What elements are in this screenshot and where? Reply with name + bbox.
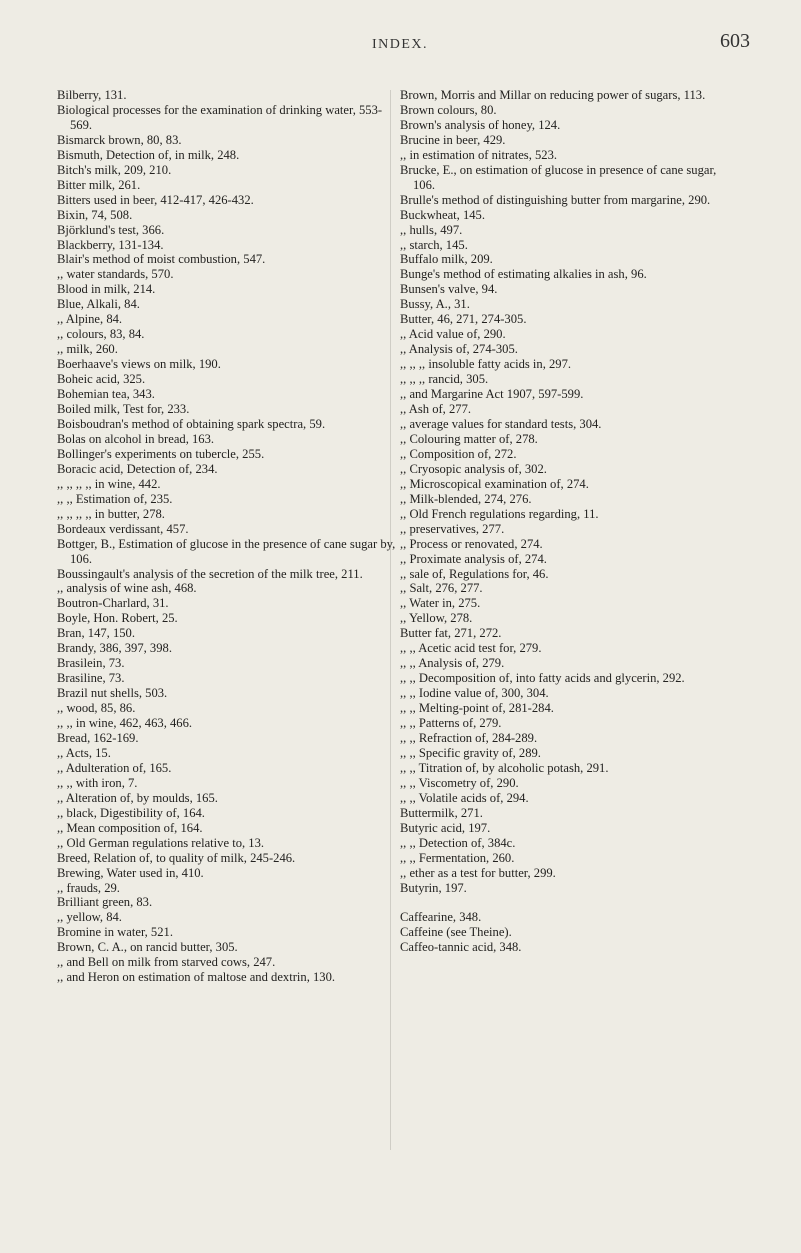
index-entry: ,, Microscopical examination of, 274. [400, 476, 589, 491]
index-column-right [400, 88, 728, 955]
index-entry: Bromine in water, 521. [57, 925, 173, 940]
index-entry: ,, Cryosopic analysis of, 302. [400, 461, 547, 476]
index-entry: Brown colours, 80. [400, 102, 497, 117]
index-entry: Boiled milk, Test for, 233. [57, 402, 190, 417]
index-entry: ,, ,, Fermentation, 260. [400, 850, 515, 865]
index-entry: ,, ,, Titration of, by alcoholic potash, 291. [400, 760, 609, 775]
index-entry: Brewing, Water used in, 410. [57, 865, 204, 880]
index-entry: ,, Old French regulations regarding, 11. [400, 506, 599, 521]
index-entry: ,, ,, ,, rancid, 305. [400, 372, 489, 387]
index-entry: Brandy, 386, 397, 398. [57, 641, 172, 656]
index-entry: Bread, 162-169. [57, 730, 139, 745]
index-entry: Caffearine, 348. [400, 910, 482, 925]
index-entry: ,, Adulteration of, 165. [57, 760, 172, 775]
index-entry: ,, Milk-blended, 274, 276. [400, 491, 532, 506]
index-entry: ,, Proximate analysis of, 274. [400, 551, 547, 566]
index-entry: ,, ,, Analysis of, 279. [400, 656, 505, 671]
index-entry: Bordeaux verdissant, 457. [57, 521, 189, 536]
index-entry: Boerhaave's views on milk, 190. [57, 357, 221, 372]
index-entry: ,, in estimation of nitrates, 523. [400, 147, 558, 162]
index-entry: ,, water standards, 570. [57, 267, 174, 282]
index-entry: Butter, 46, 271, 274-305. [400, 312, 527, 327]
index-entry: ,, Alpine, 84. [57, 312, 123, 327]
index-entry: Brown's analysis of honey, 124. [400, 117, 561, 132]
index-entry: ,, and Bell on milk from starved cows, 247. [57, 955, 276, 970]
index-entry: ,, wood, 85, 86. [57, 701, 136, 716]
index-entry: Buttermilk, 271. [400, 805, 483, 820]
index-entry: ,, Analysis of, 274-305. [400, 342, 518, 357]
page-number: 603 [720, 30, 750, 52]
index-entry: Bismarck brown, 80, 83. [57, 132, 182, 147]
index-entry: Buffalo milk, 209. [400, 252, 493, 267]
index-entry: ,, Yellow, 278. [400, 611, 473, 626]
index-entry: Bitter milk, 261. [57, 177, 141, 192]
index-entry: ,, Ash of, 277. [400, 402, 472, 417]
index-entry: Butyrin, 197. [400, 880, 467, 895]
index-entry: ,, and Heron on estimation of maltose and dextrin, 130. [57, 970, 336, 985]
index-entry: ,, ,, Iodine value of, 300, 304. [400, 686, 549, 701]
index-entry: Brasiline, 73. [57, 671, 125, 686]
index-entry: Breed, Relation of, to quality of milk, 245-246. [57, 850, 296, 865]
index-entry: Boheic acid, 325. [57, 372, 146, 387]
index-entry: Björklund's test, 366. [57, 222, 165, 237]
index-entry: ,, frauds, 29. [57, 880, 120, 895]
index-entry: Butyric acid, 197. [400, 820, 491, 835]
index-entry: ,, ether as a test for butter, 299. [400, 865, 556, 880]
index-entry: ,, ,, Estimation of, 235. [57, 491, 173, 506]
index-entry: ,, ,, Patterns of, 279. [400, 716, 502, 731]
index-entry: Boyle, Hon. Robert, 25. [57, 611, 178, 626]
index-entry: Boutron-Charlard, 31. [57, 596, 169, 611]
index-column-left [57, 88, 397, 985]
index-entry: ,, ,, Acetic acid test for, 279. [400, 641, 542, 656]
index-entry: Brilliant green, 83. [57, 895, 153, 910]
index-entry: ,, yellow, 84. [57, 910, 122, 925]
index-entry: ,, ,, with iron, 7. [57, 775, 138, 790]
index-entry: ,, Acid value of, 290. [400, 327, 506, 342]
index-entry: ,, analysis of wine ash, 468. [57, 581, 197, 596]
index-entry: Bilberry, 131. [57, 88, 127, 102]
index-entry: Butter fat, 271, 272. [400, 626, 502, 641]
index-entry: Blair's method of moist combustion, 547. [57, 252, 266, 267]
index-entry: ,, ,, Melting-point of, 281-284. [400, 701, 554, 716]
index-entry: Brown, Morris and Millar on reducing power of sugars, 113. [400, 88, 706, 102]
index-entry: ,, ,, Viscometry of, 290. [400, 775, 519, 790]
index-entry: Blackberry, 131-134. [57, 237, 164, 252]
index-entry: ,, average values for standard tests, 304. [400, 416, 602, 431]
index-entry: Bixin, 74, 508. [57, 207, 133, 222]
index-entry: Bohemian tea, 343. [57, 387, 155, 402]
index-entry: Blood in milk, 214. [57, 282, 156, 297]
index-entry: ,, milk, 260. [57, 342, 118, 357]
index-entry: ,, Old German regulations relative to, 13. [57, 835, 265, 850]
index-entry: ,, ,, ,, ,, in wine, 442. [57, 476, 161, 491]
index-entry: Brucine in beer, 429. [400, 132, 506, 147]
section-gap [400, 895, 728, 910]
index-entry: ,, Salt, 276, 277. [400, 581, 483, 596]
index-entry: ,, Composition of, 272. [400, 446, 517, 461]
index-entry: Bussy, A., 31. [400, 297, 470, 312]
index-entry: Caffeine (see Theine). [400, 925, 512, 940]
index-entry: Bitters used in beer, 412-417, 426-432. [57, 192, 254, 207]
index-entry: ,, ,, Detection of, 384c. [400, 835, 516, 850]
index-entry: ,, ,, Volatile acids of, 294. [400, 790, 529, 805]
index-entry: ,, Colouring matter of, 278. [400, 431, 538, 446]
index-entry: ,, colours, 83, 84. [57, 327, 145, 342]
index-entry: ,, black, Digestibility of, 164. [57, 805, 205, 820]
index-entry: ,, Process or renovated, 274. [400, 536, 543, 551]
running-header-title: INDEX. [372, 37, 429, 52]
index-entry: Bismuth, Detection of, in milk, 248. [57, 147, 240, 162]
index-entry: Boussingault's analysis of the secretion of the milk tree, 211. [57, 566, 363, 581]
index-entry: ,, ,, ,, ,, in butter, 278. [57, 506, 165, 521]
index-entry: Bolas on alcohol in bread, 163. [57, 431, 215, 446]
index-entry: Brucke, E., on estimation of glucose in presence of cane sugar, 106. [400, 162, 717, 192]
index-entry: ,, Mean composition of, 164. [57, 820, 203, 835]
index-entry: Bran, 147, 150. [57, 626, 136, 641]
index-entry: Bitch's milk, 209, 210. [57, 162, 172, 177]
index-entry: Blue, Alkali, 84. [57, 297, 140, 312]
index-entry: Caffeo-tannic acid, 348. [400, 940, 522, 955]
index-entry: Boracic acid, Detection of, 234. [57, 461, 218, 476]
index-entry: ,, ,, Specific gravity of, 289. [400, 745, 541, 760]
index-entry: Brasilein, 73. [57, 656, 125, 671]
index-entry: Bottger, B., Estimation of glucose in the presence of cane sugar by, 106. [57, 536, 396, 566]
index-entry: Biological processes for the examination of drinking water, 553-569. [57, 102, 383, 132]
index-entry: ,, ,, Refraction of, 284-289. [400, 730, 538, 745]
index-entry: Bunge's method of estimating alkalies in ash, 96. [400, 267, 647, 282]
index-entry: ,, sale of, Regulations for, 46. [400, 566, 549, 581]
index-entry: Buckwheat, 145. [400, 207, 485, 222]
index-entry: ,, Acts, 15. [57, 745, 111, 760]
index-entry: ,, ,, Decomposition of, into fatty acids and glycerin, 292. [400, 671, 685, 686]
index-entry: ,, hulls, 497. [400, 222, 463, 237]
index-entry: ,, and Margarine Act 1907, 597-599. [400, 387, 584, 402]
index-entry: Bollinger's experiments on tubercle, 255. [57, 446, 265, 461]
index-entry: ,, ,, in wine, 462, 463, 466. [57, 716, 193, 731]
index-entry: ,, Water in, 275. [400, 596, 481, 611]
index-entry: Brulle's method of distinguishing butter from margarine, 290. [400, 192, 711, 207]
index-entry: ,, preservatives, 277. [400, 521, 505, 536]
index-entry: Boisboudran's method of obtaining spark spectra, 59. [57, 416, 326, 431]
index-entry: ,, ,, ,, insoluble fatty acids in, 297. [400, 357, 572, 372]
index-entry: ,, starch, 145. [400, 237, 468, 252]
index-entry: ,, Alteration of, by moulds, 165. [57, 790, 218, 805]
index-entry: Bunsen's valve, 94. [400, 282, 498, 297]
index-entry: Brazil nut shells, 503. [57, 686, 168, 701]
index-entry: Brown, C. A., on rancid butter, 305. [57, 940, 238, 955]
